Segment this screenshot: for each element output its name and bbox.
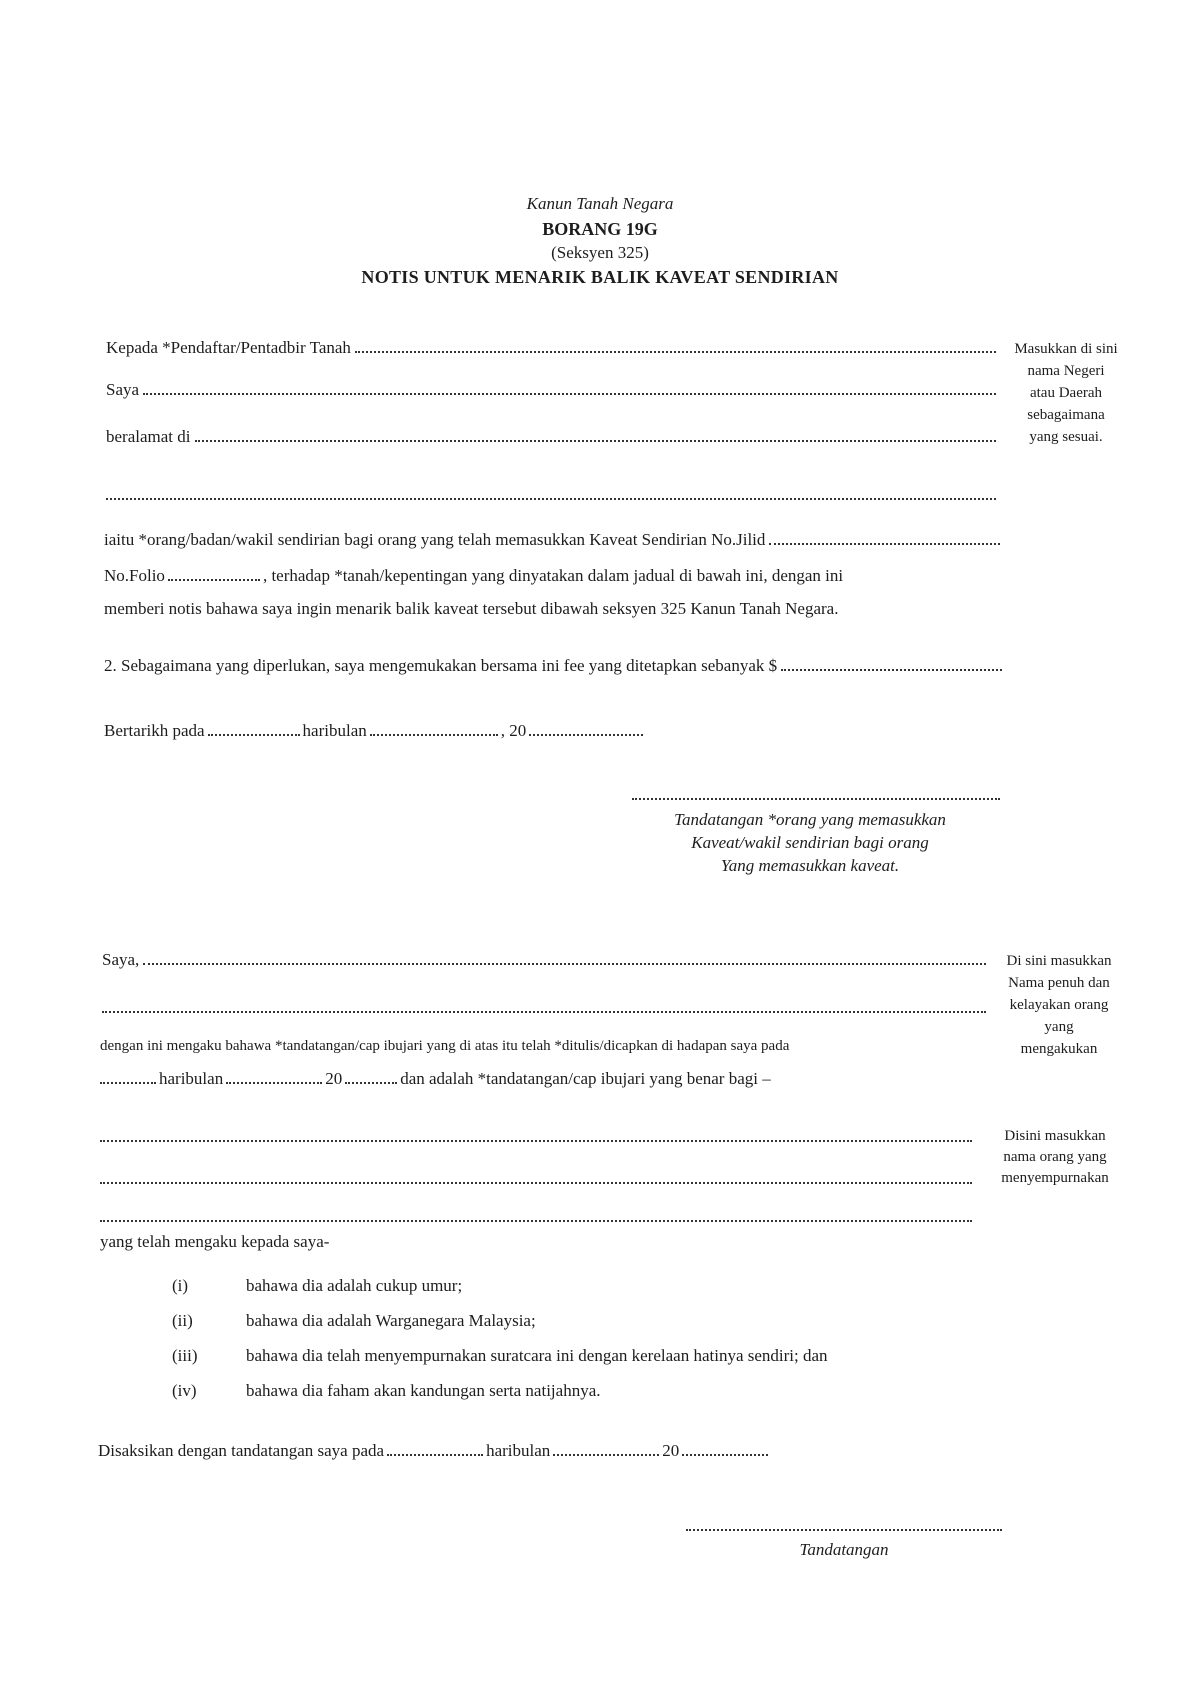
witness-year-blank[interactable]	[682, 1453, 768, 1456]
signature-caption-caveator: Tandatangan *orang yang memasukkan Kaveat/wakil sendirian bagi orang Yang memasukkan kaveat.	[674, 810, 946, 875]
date-line: Bertarikh pada haribulan , 20	[104, 721, 646, 741]
declarant-blank[interactable]	[143, 962, 986, 965]
to-registrar-line	[106, 338, 996, 358]
witness-line: Disaksikan dengan tandatangan saya pada haribulan 20	[98, 1441, 771, 1461]
declarant-label: Saya,	[102, 950, 140, 969]
fee-blank[interactable]	[781, 668, 1002, 671]
side-note-state: Masukkan di sini nama Negeri atau Daerah sebagaimana yang sesuai.	[1014, 341, 1118, 445]
declarant-line	[102, 950, 986, 970]
declare-day-blank[interactable]	[100, 1081, 156, 1084]
saya-blank[interactable]	[143, 392, 996, 395]
month-blank[interactable]	[370, 733, 498, 736]
form-number: BORANG 19G	[542, 219, 658, 239]
executor-blank-1[interactable]	[100, 1139, 972, 1142]
section-ref: (Seksyen 325)	[551, 243, 649, 262]
day-blank[interactable]	[208, 733, 300, 736]
body-line-2: No.Folio , terhadap *tanah/kepentingan yang dinyatakan dalam jadual di bawah ini, dengan ini	[104, 566, 844, 585]
declare-year-blank[interactable]	[345, 1081, 397, 1084]
act-title: Kanun Tanah Negara	[526, 194, 674, 213]
executor-blank-2[interactable]	[100, 1181, 972, 1184]
to-registrar-label: Kepada *Pendaftar/Pentadbir Tanah	[106, 338, 351, 357]
address-blank-2[interactable]	[106, 497, 996, 500]
item-text: bahawa dia adalah Warganegara Malaysia;	[246, 1311, 536, 1330]
item-text: bahawa dia telah menyempurnakan suratcara ini dengan kerelaan hatinya sendiri; dan	[246, 1346, 828, 1365]
item-number: (i)	[172, 1276, 189, 1295]
saya-line	[106, 380, 996, 400]
witness-month-blank[interactable]	[553, 1453, 659, 1456]
acknowledged-line: yang telah mengaku kepada saya-	[100, 1232, 330, 1251]
fee-line: 2. Sebagaimana yang diperlukan, saya mengemukakan bersama ini fee yang ditetapkan sebanyak $	[104, 656, 1002, 676]
item-number: (ii)	[172, 1311, 193, 1330]
declare-line: dengan ini mengaku bahawa *tandatangan/cap ibujari yang di atas itu telah *ditulis/dicapkan di hadapan saya pada	[100, 1038, 790, 1054]
side-note-executor: Disini masukkan nama orang yang menyempurnakan	[1001, 1128, 1109, 1186]
address-blank[interactable]	[195, 439, 997, 442]
body-line-1: iaitu *orang/badan/wakil sendirian bagi orang yang telah memasukkan Kaveat Sendirian No.Jilid	[104, 530, 1000, 550]
form-title: NOTIS UNTUK MENARIK BALIK KAVEAT SENDIRIAN	[361, 267, 839, 287]
saya-label: Saya	[106, 380, 140, 399]
side-note-declarant: Di sini masukkan Nama penuh dan kelayakan orang yang mengakukan	[1006, 953, 1112, 1057]
item-text: bahawa dia adalah cukup umur;	[246, 1276, 463, 1295]
address-label: beralamat di	[106, 427, 191, 446]
to-registrar-blank[interactable]	[355, 350, 996, 353]
signature-line-caveator[interactable]	[632, 797, 1000, 800]
item-text: bahawa dia faham akan kandungan serta natijahnya.	[246, 1381, 601, 1400]
folio-blank[interactable]	[168, 578, 260, 581]
haribulan-line: haribulan 20 dan adalah *tandatangan/cap ibujari yang benar bagi –	[100, 1069, 771, 1089]
item-number: (iv)	[172, 1381, 197, 1400]
address-line	[106, 427, 996, 447]
executor-blank-3[interactable]	[100, 1219, 972, 1222]
witness-day-blank[interactable]	[387, 1453, 483, 1456]
item-number: (iii)	[172, 1346, 198, 1365]
year-blank[interactable]	[529, 733, 643, 736]
body-line-3: memberi notis bahawa saya ingin menarik balik kaveat tersebut dibawah seksyen 325 Kanun Tanah Negara.	[104, 599, 839, 618]
declarant-blank-2[interactable]	[102, 1010, 986, 1013]
jilid-blank[interactable]	[769, 542, 1000, 545]
declare-month-blank[interactable]	[226, 1081, 322, 1084]
signature-caption-witness: Tandatangan	[799, 1540, 889, 1559]
signature-line-witness[interactable]	[686, 1528, 1002, 1531]
